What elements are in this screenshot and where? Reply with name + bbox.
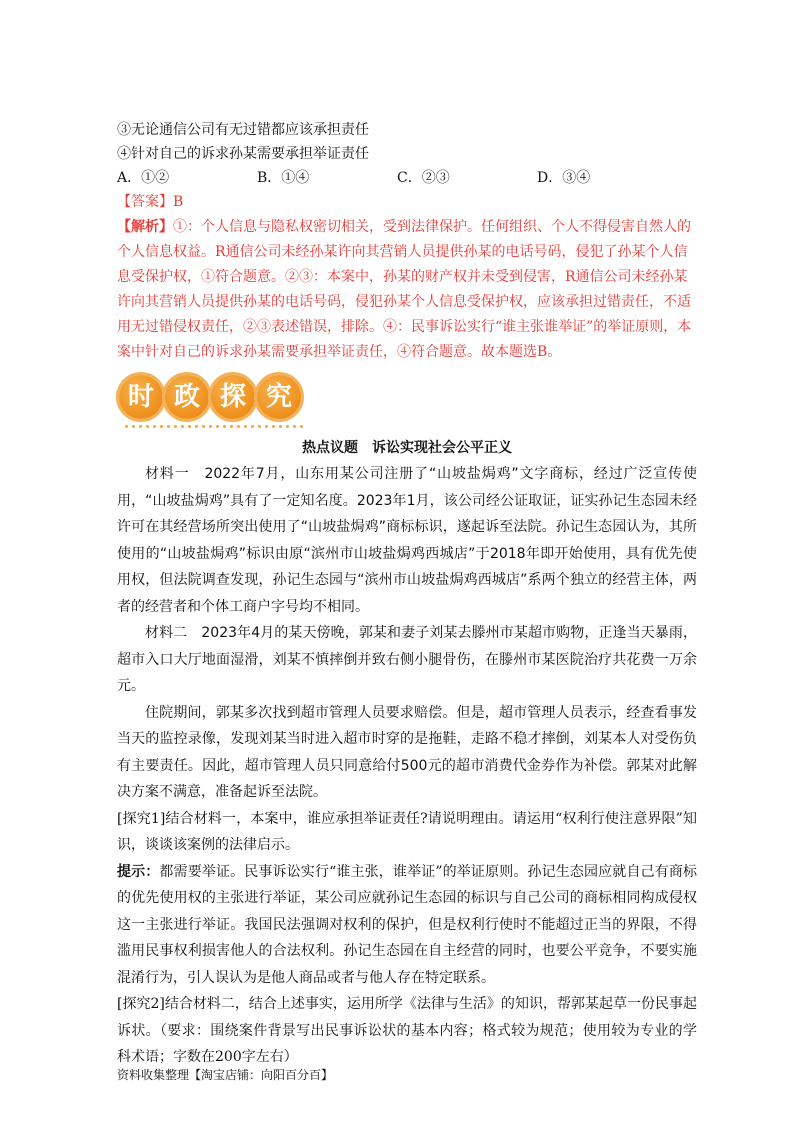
banner-dot — [160, 425, 163, 428]
banner-dot — [181, 425, 184, 428]
analysis-text: ①：个人信息与隐私权密切相关，受到法律保护。任何组织、个人不得侵害自然人的个人信息权益。R通信公司未经孙某许向其营销人员提供孙某的电话号码，侵犯了孙某个人信息受保护权，①符合题意。②③：本案中，孙某的财产权并未受到侵害，R通信公司未经孙某许向其营销人员提供孙某的电话号码，侵犯孙某个人信息受保护权，应该承担过错责任，不适用无过错侵权责任，②③表述错误，排除。④：民事诉讼实行“谁主张谁举证”的举证原则，本案中针对自己的诉求孙某需要承担举证责任，④符合题意。故本题选B。 — [117, 219, 692, 360]
banner-dot — [146, 425, 149, 428]
answer-line: 【答案】B — [117, 194, 184, 210]
banner-char-3: 探 — [211, 375, 255, 419]
banner-dot — [188, 425, 191, 428]
page-footer: 资料收集整理【淘宝店铺：向阳百分百】 — [117, 1068, 334, 1082]
banner-dot — [293, 425, 296, 428]
banner-dot — [167, 425, 170, 428]
banner-dot — [132, 425, 135, 428]
banner-dot — [265, 425, 268, 428]
analysis-paragraph — [117, 215, 697, 365]
document-content — [117, 118, 697, 1071]
section-banner — [117, 371, 697, 433]
choice-c: C．②③ — [397, 170, 450, 186]
banner-dot — [202, 425, 205, 428]
explore-2: [探究2]结合材料二，结合上述事实，运用所学《法律与生活》的知识，帮郭某起草一份民事起诉状。（要求：围绕案件背景写出民事诉讼状的基本内容；格式较为规范；使用较为专业的学科术语；字数在200字左右） — [117, 996, 697, 1065]
banner-dot — [237, 425, 240, 428]
material-1: 材料一 2022年7月，山东用某公司注册了“山坡盐焗鸡”文字商标，经过广泛宣传使用，“山坡盐焗鸡”具有了一定知名度。2023年1月，该公司经公证取证，证实孙记生态园未经许可在其经营场所突出使用了“山坡盐焗鸡”商标标识，遂起诉至法院。孙记生态园认为，其所使用的“山坡盐焗鸡”标识由原“滨州市山坡盐焗鸡西城店”于2018年即开始使用，具有优先使用权，但法院调查发现，孙记生态园与“滨州市山坡盐焗鸡西城店”系两个独立的经营主体，两者的经营者和个体工商户字号均不相同。 — [117, 466, 697, 615]
banner-badges — [119, 375, 301, 419]
banner-dot — [125, 425, 128, 428]
banner-dot — [258, 425, 261, 428]
topic-title: 热点议题 诉讼实现社会公平正义 — [302, 440, 512, 456]
answer-choices — [117, 166, 697, 190]
analysis-label: 【解析】 — [117, 219, 173, 235]
banner-dot — [286, 425, 289, 428]
banner-dot — [195, 425, 198, 428]
material-2-continued: 住院期间，郭某多次找到超市管理人员要求赔偿。但是，超市管理人员表示，经查看事发当天的监控录像，发现刘某当时进入超市时穿的是拖鞋，走路不稳才摔倒，刘某本人对受伤负有主要责任。因此，超市管理人员只同意给付500元的超市消费代金券作为补偿。郭某对此解决方案不满意，准备起诉至法院。 — [117, 704, 697, 800]
option-item-4: ④针对自己的诉求孙某需要承担举证责任 — [117, 146, 369, 162]
banner-dot — [139, 425, 142, 428]
banner-dots — [125, 425, 303, 428]
hint-label: 提示： — [117, 863, 160, 880]
banner-char-2: 政 — [165, 375, 209, 419]
banner-dot — [300, 425, 303, 428]
banner-char-4: 究 — [257, 375, 301, 419]
banner-dot — [223, 425, 226, 428]
banner-dot — [279, 425, 282, 428]
banner-dot — [230, 425, 233, 428]
option-item-3: ③无论通信公司有无过错都应该承担责任 — [117, 122, 369, 138]
explore-1: [探究1]结合材料一，本案中，谁应承担举证责任?请说明理由。请运用“权利行使注意界限”知识，谈谈该案例的法律启示。 — [117, 810, 697, 853]
banner-dot — [244, 425, 247, 428]
choice-b: B．①④ — [257, 170, 310, 186]
hint-text: 都需要举证。民事诉讼实行“谁主张，谁举证”的举证原则。孙记生态园应就自己有商标的优先使用权的主张进行举证，某公司应就孙记生态园的标识与自己公司的商标相同构成侵权这一主张进行举证。我国民法强调对权利的保护，但是权利行使时不能超过正当的界限，不得滥用民事权利损害他人的合法权利。孙记生态园在自主经营的同时，也要公平竞争，不要实施混淆行为，引人误认为是他人商品或者与他人存在特定联系。 — [117, 863, 698, 986]
material-2: 材料二 2023年4月的某天傍晚，郭某和妻子刘某去滕州市某超市购物，正逢当天暴雨，超市入口大厅地面湿滑，刘某不慎摔倒并致右侧小腿骨伤，在滕州市某医院治疗共花费一万余元。 — [117, 625, 697, 694]
banner-dot — [251, 425, 254, 428]
banner-dot — [272, 425, 275, 428]
banner-dot — [209, 425, 212, 428]
banner-dot — [216, 425, 219, 428]
hint-paragraph — [117, 859, 697, 992]
choice-d: D．③④ — [537, 170, 591, 186]
banner-dot — [153, 425, 156, 428]
choice-a: A．①② — [117, 170, 170, 186]
banner-dot — [174, 425, 177, 428]
banner-char-1: 时 — [119, 375, 163, 419]
